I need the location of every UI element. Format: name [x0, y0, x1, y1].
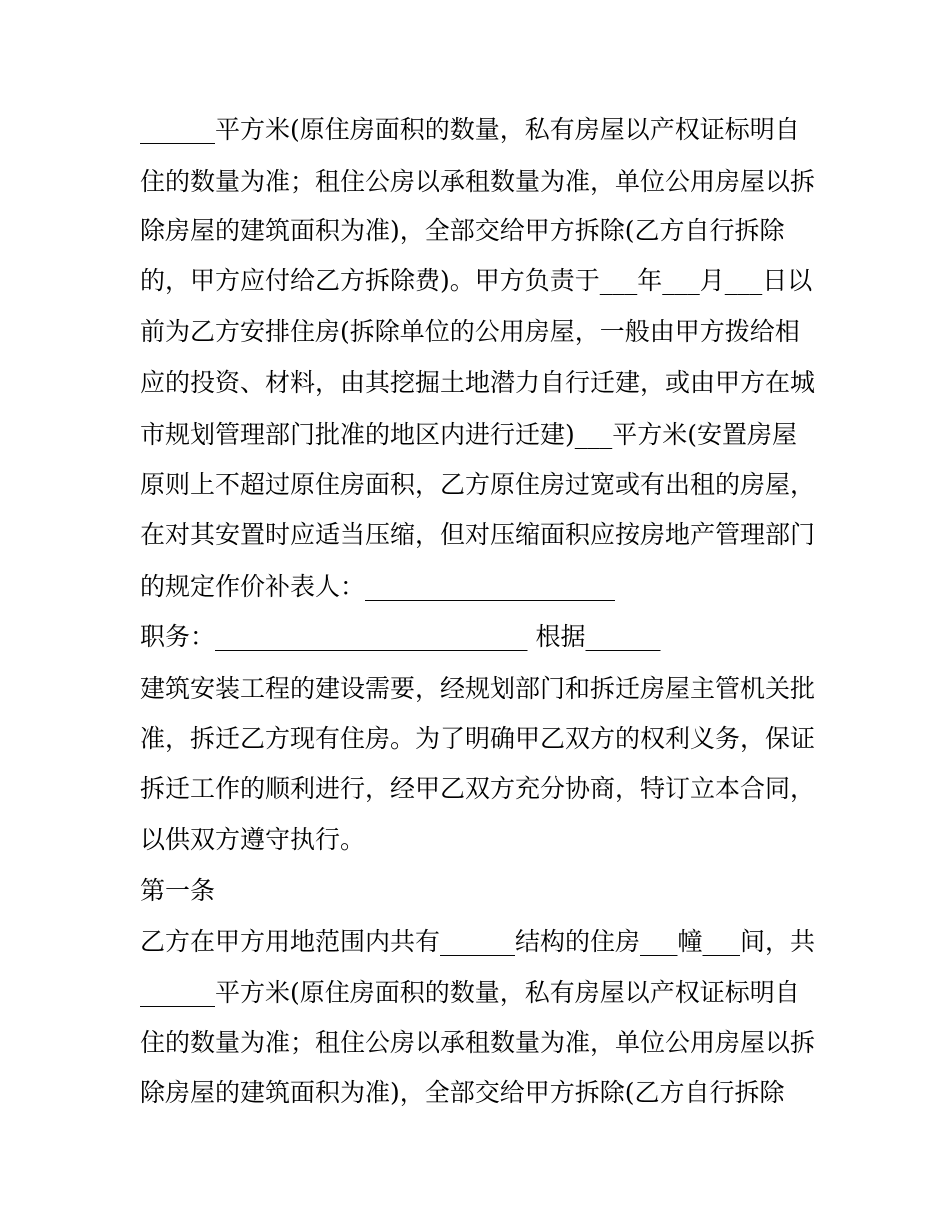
text-line: 建筑安装工程的建设需要，经规划部门和拆迁房屋主管机关批 — [140, 674, 816, 703]
text-line: 前为乙方安排住房(拆除单位的公用房屋，一般由甲方拨给相 — [140, 317, 800, 346]
text-line: 乙方在甲方用地范围内共有______结构的住房___幢___间，共 — [140, 927, 816, 956]
text-line: ______平方米(原住房面积的数量，私有房屋以产权证标明自 — [140, 978, 800, 1007]
text-line: 除房屋的建筑面积为准)，全部交给甲方拆除(乙方自行拆除 — [140, 216, 785, 245]
text-line: 的规定作价补表人：____________________ — [140, 572, 616, 601]
text-line: 原则上不超过原住房面积，乙方原住房过宽或有出租的房屋， — [140, 470, 816, 499]
text-line: 职务：_________________________ 根据______ — [140, 622, 661, 651]
text-line: 应的投资、材料，由其挖掘土地潜力自行迁建，或由甲方在城 — [140, 368, 816, 397]
text-line: 住的数量为准；租住公房以承租数量为准，单位公用房屋以拆 — [140, 167, 816, 196]
text-line: 的，甲方应付给乙方拆除费)。甲方负责于___年___月___日以 — [140, 266, 813, 295]
text-line: 住的数量为准；租住公房以承租数量为准，单位公用房屋以拆 — [140, 1028, 816, 1057]
text-line: 除房屋的建筑面积为准)，全部交给甲方拆除(乙方自行拆除 — [140, 1078, 785, 1107]
section-heading: 第一条 — [140, 876, 216, 905]
text-line: 在对其安置时应适当压缩，但对压缩面积应按房地产管理部门 — [140, 520, 816, 549]
text-line: 以供双方遵守执行。 — [140, 825, 366, 854]
text-line: ______平方米(原住房面积的数量，私有房屋以产权证标明自 — [140, 115, 800, 144]
text-line: 拆迁工作的顺利进行，经甲乙双方充分协商，特订立本合同， — [140, 774, 816, 803]
text-line: 市规划管理部门批准的地区内进行迁建)___平方米(安置房屋 — [140, 420, 798, 449]
text-line: 准，拆迁乙方现有住房。为了明确甲乙双方的权利义务，保证 — [140, 724, 816, 753]
